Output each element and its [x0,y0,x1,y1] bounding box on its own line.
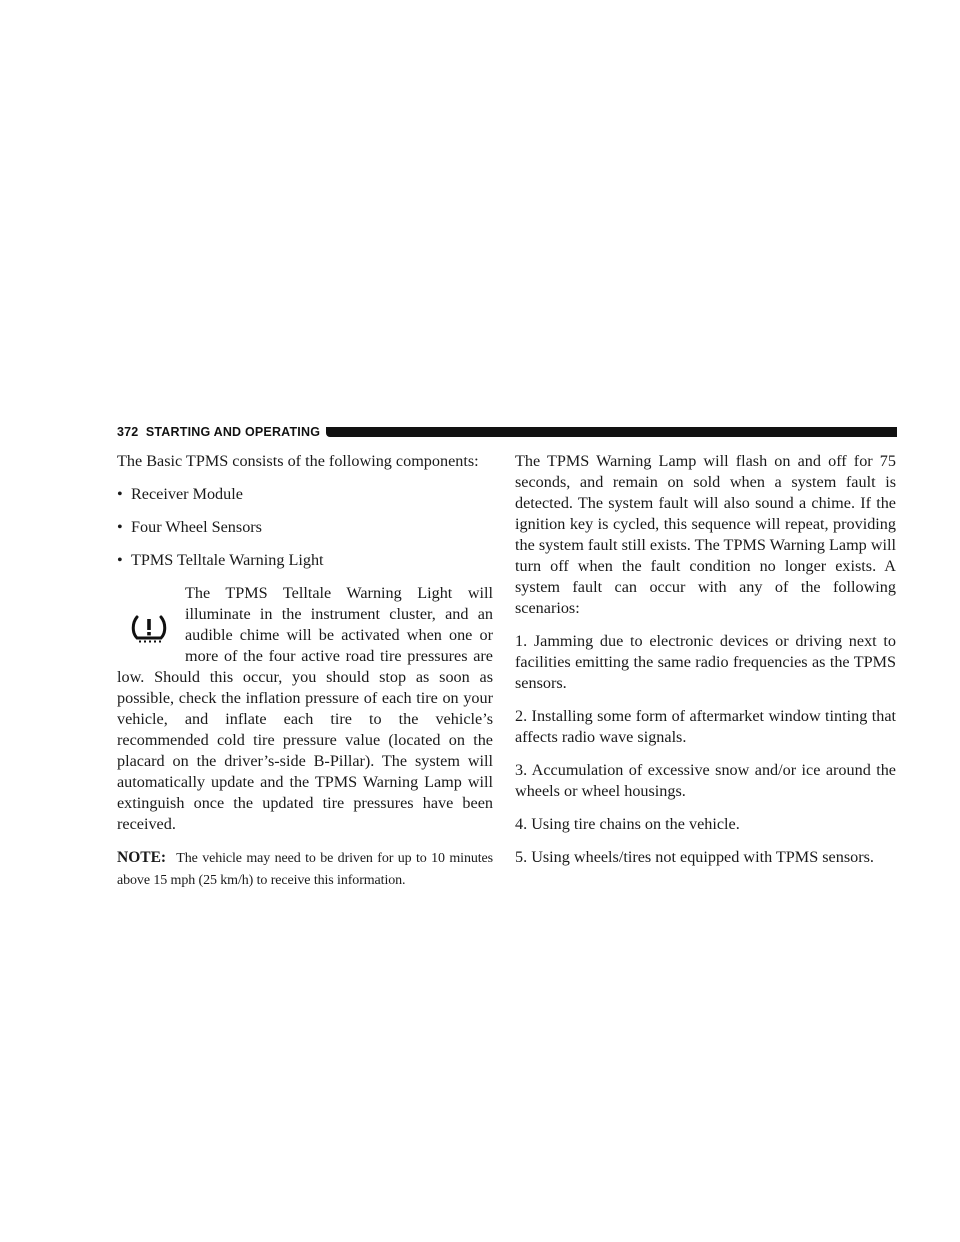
list-item [117,517,493,538]
note-text: The vehicle may need to be driven for up to 10 minutes above 15 mph (25 km/h) to receive this information. [117,851,494,888]
section-title: STARTING AND OPERATING [145,425,321,439]
list-item: 4. Using tire chains on the vehicle. [515,815,740,833]
page-header [117,423,897,441]
note [117,847,493,891]
page-header-text [117,425,320,439]
bullet-glyph: • [117,485,123,503]
components-intro: The Basic TPMS consists of the following components: [117,452,479,470]
list-item-text: Receiver Module [131,485,243,503]
list-item-text: TPMS Telltale Warning Light [131,551,324,569]
list-item [117,550,493,571]
tpms-warning-icon [117,583,185,667]
right-column [515,451,896,880]
list-item: 1. Jamming due to electronic devices or driving next to facilities emitting the same radio frequencies as the TPMS sensors. [515,632,896,692]
warning-paragraph: The TPMS Telltale Warning Light will illuminate in the instrument cluster, and an audible chime will be activated when one or more of the four active road tire pressures are low. Should this occur, you should stop as soon as possible, check the inflation pressure of each tire on your vehicle, and inflate each tire to the vehicle’s recommended cold tire pressure value (located on the placard on the driver’s-side B-Pillar). The system will automatically update and the TPMS Warning Lamp will extinguish once the updated tire pressures have been received. [117,584,493,833]
list-item [117,484,493,505]
list-item: 3. Accumulation of excessive snow and/or ice around the wheels or wheel housings. [515,761,896,800]
note-label: NOTE: [117,849,167,866]
list-item: 2. Installing some form of aftermarket window tinting that affects radio wave signals. [515,707,896,746]
warning-paragraph-block [117,583,493,835]
header-rule [326,427,897,437]
page-number: 372 [117,425,139,439]
bullet-glyph: • [117,551,123,569]
left-column [117,451,493,903]
fault-intro: The TPMS Warning Lamp will flash on and off for 75 seconds, and remain on sold when a system fault is detected. The system fault will also sound a chime. If the ignition key is cycled, this sequence will repeat, providing the system fault still exists. The TPMS Warning Lamp will turn off when the fault condition no longer exists. A system fault can occur with any of the following scenarios: [515,452,896,617]
components-list [117,484,493,571]
list-item: 5. Using wheels/tires not equipped with TPMS sensors. [515,848,874,866]
bullet-glyph: • [117,518,123,536]
list-item-text: Four Wheel Sensors [131,518,262,536]
